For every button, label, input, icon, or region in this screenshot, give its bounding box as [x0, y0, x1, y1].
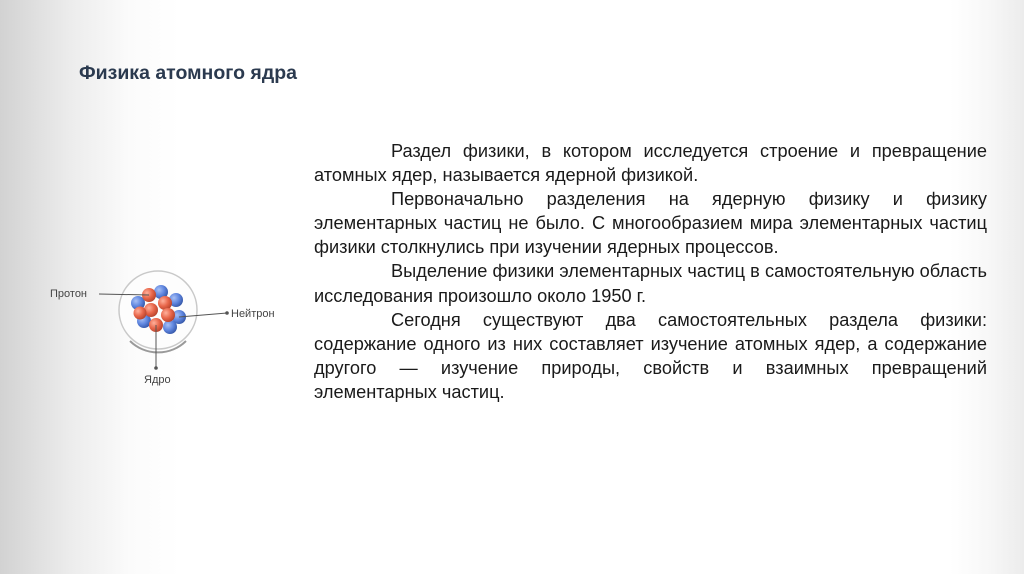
atom-diagram-svg: [40, 255, 300, 395]
paragraph: Раздел физики, в котором исследуется строение и превращение атомных ядер, называется ядерной физикой.: [314, 141, 987, 186]
atom-diagram: [40, 255, 300, 395]
nucleus-leader-dot: [154, 366, 158, 370]
neutron-label: Нейтрон: [231, 308, 275, 320]
paragraph: Сегодня существуют два самостоятельных раздела физики: содержание одного из них составляет изучение атомных ядер, а содержание другого — изучение природы, свойств и взаимных превращений элементарных частиц.: [314, 309, 987, 402]
nucleus-label: Ядро: [144, 374, 171, 386]
proton-particle: [134, 307, 147, 320]
slide-title: Физика атомного ядра: [79, 62, 297, 84]
paragraph: Первоначально разделения на ядерную физику и физику элементарных частиц не было. С многообразием мира элементарных частиц физики столкнулись при изучении ядерных процессов.: [314, 189, 987, 258]
paragraph: Выделение физики элементарных частиц в самостоятельную область исследования произошло около 1950 г.: [314, 261, 987, 306]
body-text: [314, 139, 987, 404]
proton-particle: [158, 296, 172, 310]
proton-particle: [161, 308, 175, 322]
neutron-particle: [163, 320, 177, 334]
neutron-leader-dot: [225, 311, 229, 315]
proton-label: Протон: [50, 288, 88, 300]
